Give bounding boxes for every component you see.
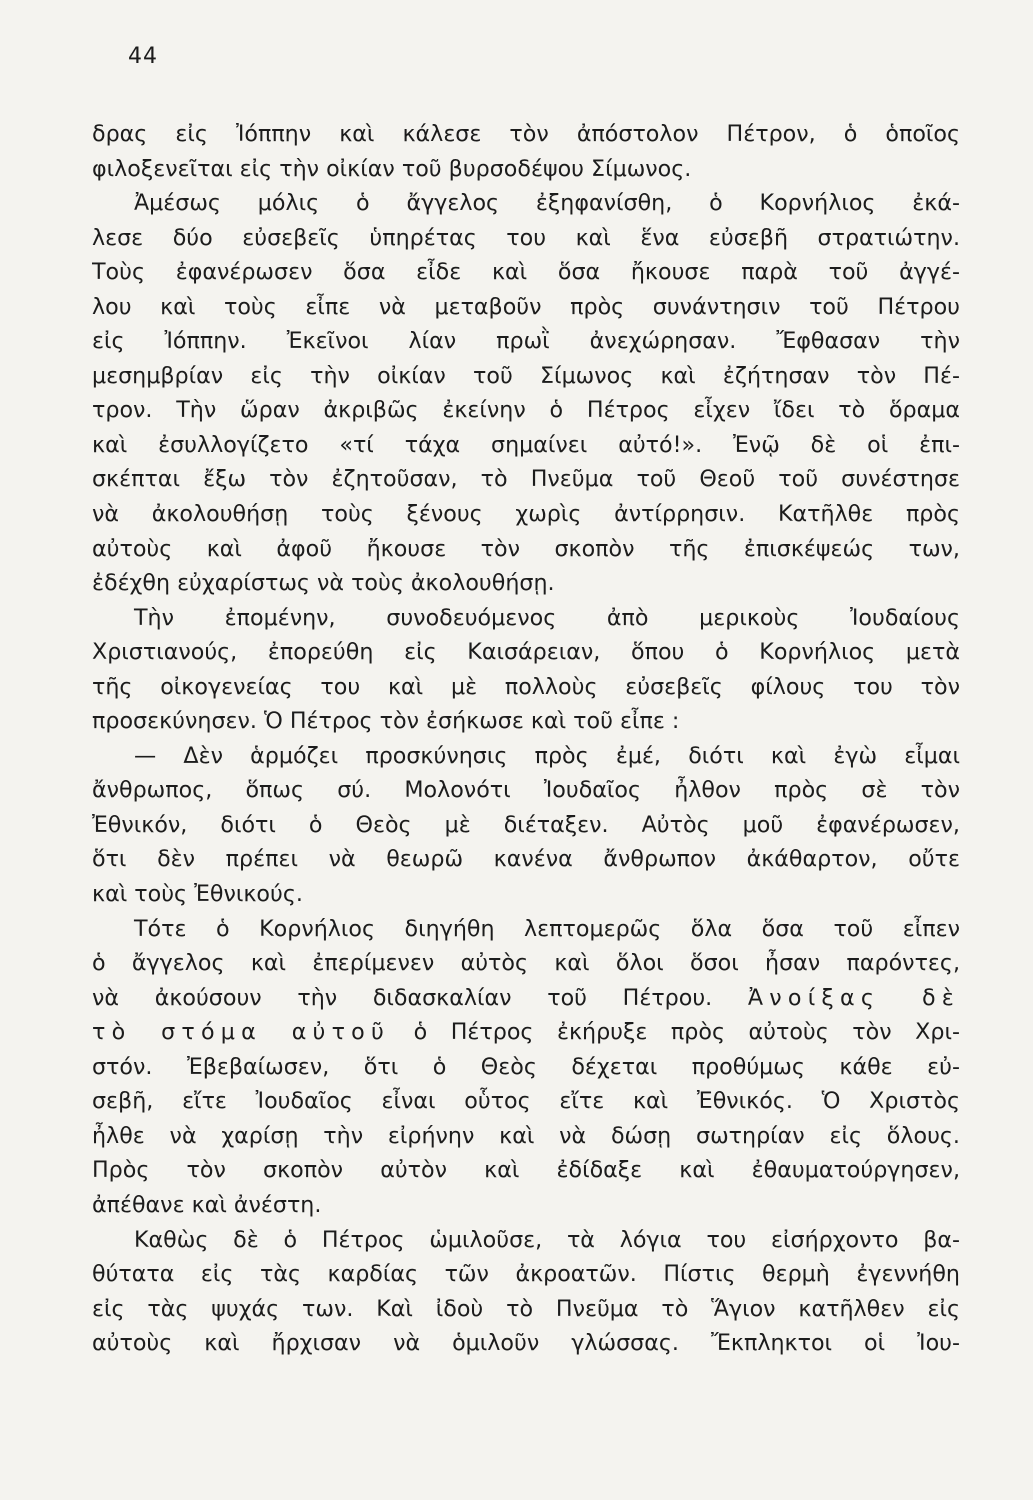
line-text: δρας εἰς Ἰόππην καὶ κάλεσε τὸν ἀπόστολον Πέτρον, ὁ ὁποῖος [92,121,960,147]
line-text: φιλοξενεῖται εἰς τὴν οἰκίαν τοῦ βυρσοδέψου Σίμωνος. [92,155,692,182]
line-text: καὶ ἐσυλλογίζετο «τί τάχα σημαίνει αὐτό!». Ἐνῷ δὲ οἱ ἐπι- [92,431,960,458]
text-line [92,773,960,808]
text-line [92,808,960,843]
text-line [92,635,960,670]
text-line [92,1050,960,1085]
line-text: προσεκύνησεν. Ὁ Πέτρος τὸν ἐσήκωσε καὶ τοῦ εἶπε : [92,708,680,735]
text-line [92,221,960,256]
text-line [92,1223,960,1258]
line-text: εἰς τὰς ψυχάς των. Καὶ ἰδοὺ τὸ Πνεῦμα τὸ Ἅγιον κατῆλθεν εἰς [92,1295,960,1322]
line-text: ὁ ἄγγελος καὶ ἐπερίμενεν αὐτὸς καὶ ὅλοι ὅσοι ἦσαν παρόντες, [92,950,960,977]
text-line [92,981,960,1016]
text-line [92,1015,960,1050]
line-text: τρον. Τὴν ὥραν ἀκριβῶς ἐκείνην ὁ Πέτρος εἶχεν ἴδει τὸ ὅραμα [92,397,960,424]
line-text: Πρὸς τὸν σκοπὸν αὐτὸν καὶ ἐδίδαξε καὶ ἐθαυματούργησεν, [92,1157,960,1184]
line-text: Τοὺς ἐφανέρωσεν ὅσα εἶδε καὶ ὅσα ἤκουσε παρὰ τοῦ ἀγγέ- [92,259,960,286]
line-text: νὰ ἀκολουθήσῃ τοὺς ξένους χωρὶς ἀντίρρησιν. Κατῆλθε πρὸς [92,501,960,528]
line-text: εἰς Ἰόππην. Ἐκεῖνοι λίαν πρωῒ ἀνεχώρησαν. Ἔφθασαν τὴν [92,328,960,355]
text-line [92,670,960,705]
text-line [92,186,960,221]
text-line [92,462,960,497]
text-line [92,601,960,636]
line-text: Χριστιανούς, ἐπορεύθη εἰς Καισάρειαν, ὅπου ὁ Κορνήλιος μετὰ [92,639,960,666]
line-text: νὰ ἀκούσουν τὴν διδασκαλίαν τοῦ Πέτρου. [92,984,713,1011]
text-line [92,532,960,567]
text-line [92,324,960,359]
text-line [92,739,960,774]
text-line [92,912,960,947]
text-line [92,393,960,428]
line-text: σκέπται ἔξω τὸν ἐζητοῦσαν, τὸ Πνεῦμα τοῦ Θεοῦ τοῦ συνέστησε [92,466,960,493]
text-line [92,359,960,394]
text-line [92,1188,960,1223]
text-line [92,428,960,463]
line-text: αὐτοὺς καὶ ἀφοῦ ἤκουσε τὸν σκοπὸν τῆς ἐπισκέψεώς των, [92,535,960,562]
text-line [92,566,960,601]
text-line [92,1292,960,1327]
text-line [92,1084,960,1119]
text-line [92,497,960,532]
text-line [92,1326,960,1361]
line-text: Καθὼς δὲ ὁ Πέτρος ὡμιλοῦσε, τὰ λόγια του εἰσήρχοντο βα- [134,1226,960,1253]
line-text: ἄνθρωπος, ὅπως σύ. Μολονότι Ἰουδαῖος ἦλθον πρὸς σὲ τὸν [92,777,960,804]
line-text: — Δὲν ἁρμόζει προσκύνησις πρὸς ἐμέ, διότι καὶ ἐγὼ εἶμαι [134,742,960,769]
line-text: Ἀμέσως μόλις ὁ ἄγγελος ἐξηφανίσθη, ὁ Κορνήλιος ἐκά- [134,190,960,217]
line-text: Τὴν ἐπομένην, συνοδευόμενος ἀπὸ μερικοὺς Ἰουδαίους [134,604,960,631]
line-text: τῆς οἰκογενείας του καὶ μὲ πολλοὺς εὐσεβεῖς φίλους του τὸν [92,673,960,700]
spaced-emphasis: Ἀνοίξας δὲ [747,984,960,1011]
line-text: Ἐθνικόν, διότι ὁ Θεὸς μὲ διέταξεν. Αὐτὸς μοῦ ἐφανέρωσεν, [92,811,960,838]
text-line [92,1119,960,1154]
line-text: λεσε δύο εὐσεβεῖς ὑπηρέτας του καὶ ἕνα εὐσεβῆ στρατιώτην. [92,224,960,251]
page-number: 44 [128,44,158,69]
text-line [92,1257,960,1292]
line-text: ἦλθε νὰ χαρίσῃ τὴν εἰρήνην καὶ νὰ δώσῃ σωτηρίαν εἰς ὅλους. [92,1122,960,1149]
line-text: καὶ τοὺς Ἐθνικούς. [92,881,303,908]
line-text: στόν. Ἐβεβαίωσεν, ὅτι ὁ Θεὸς δέχεται προθύμως κάθε εὐ- [92,1053,960,1080]
line-text: θύτατα εἰς τὰς καρδίας τῶν ἀκροατῶν. Πίστις θερμὴ ἐγεννήθη [92,1261,960,1288]
line-text: αὐτοὺς καὶ ἤρχισαν νὰ ὁμιλοῦν γλώσσας. Ἔκπληκτοι οἱ Ἰου- [92,1330,960,1357]
line-text: ὅτι δὲν πρέπει νὰ θεωρῶ κανένα ἄνθρωπον ἀκάθαρτον, οὔτε [92,846,960,873]
text-line [92,842,960,877]
line-text: μεσημβρίαν εἰς τὴν οἰκίαν τοῦ Σίμωνος καὶ ἐζήτησαν τὸν Πέ- [92,362,960,389]
text-line [92,704,960,739]
line-text: ἐδέχθη εὐχαρίστως νὰ τοὺς ἀκολουθήσῃ. [92,570,555,597]
text-line [92,946,960,981]
text-line [92,117,960,152]
body-text [92,117,960,1361]
spaced-emphasis: τὸ στόμα αὐτοῦ [92,1019,391,1046]
line-text: ἀπέθανε καὶ ἀνέστη. [92,1191,322,1218]
line-text: σεβῆ, εἴτε Ἰουδαῖος εἶναι οὗτος εἴτε καὶ Ἐθνικός. Ὁ Χριστὸς [92,1088,960,1115]
line-text: λου καὶ τοὺς εἶπε νὰ μεταβοῦν πρὸς συνάντησιν τοῦ Πέτρου [92,293,960,320]
text-line [92,152,960,187]
line-text: ὁ Πέτρος ἐκήρυξε πρὸς αὐτοὺς τὸν Χρι- [413,1019,960,1046]
text-line [92,290,960,325]
text-line [92,877,960,912]
line-text: Τότε ὁ Κορνήλιος διηγήθη λεπτομερῶς ὅλα ὅσα τοῦ εἶπεν [134,915,960,942]
text-line [92,255,960,290]
text-line [92,1153,960,1188]
